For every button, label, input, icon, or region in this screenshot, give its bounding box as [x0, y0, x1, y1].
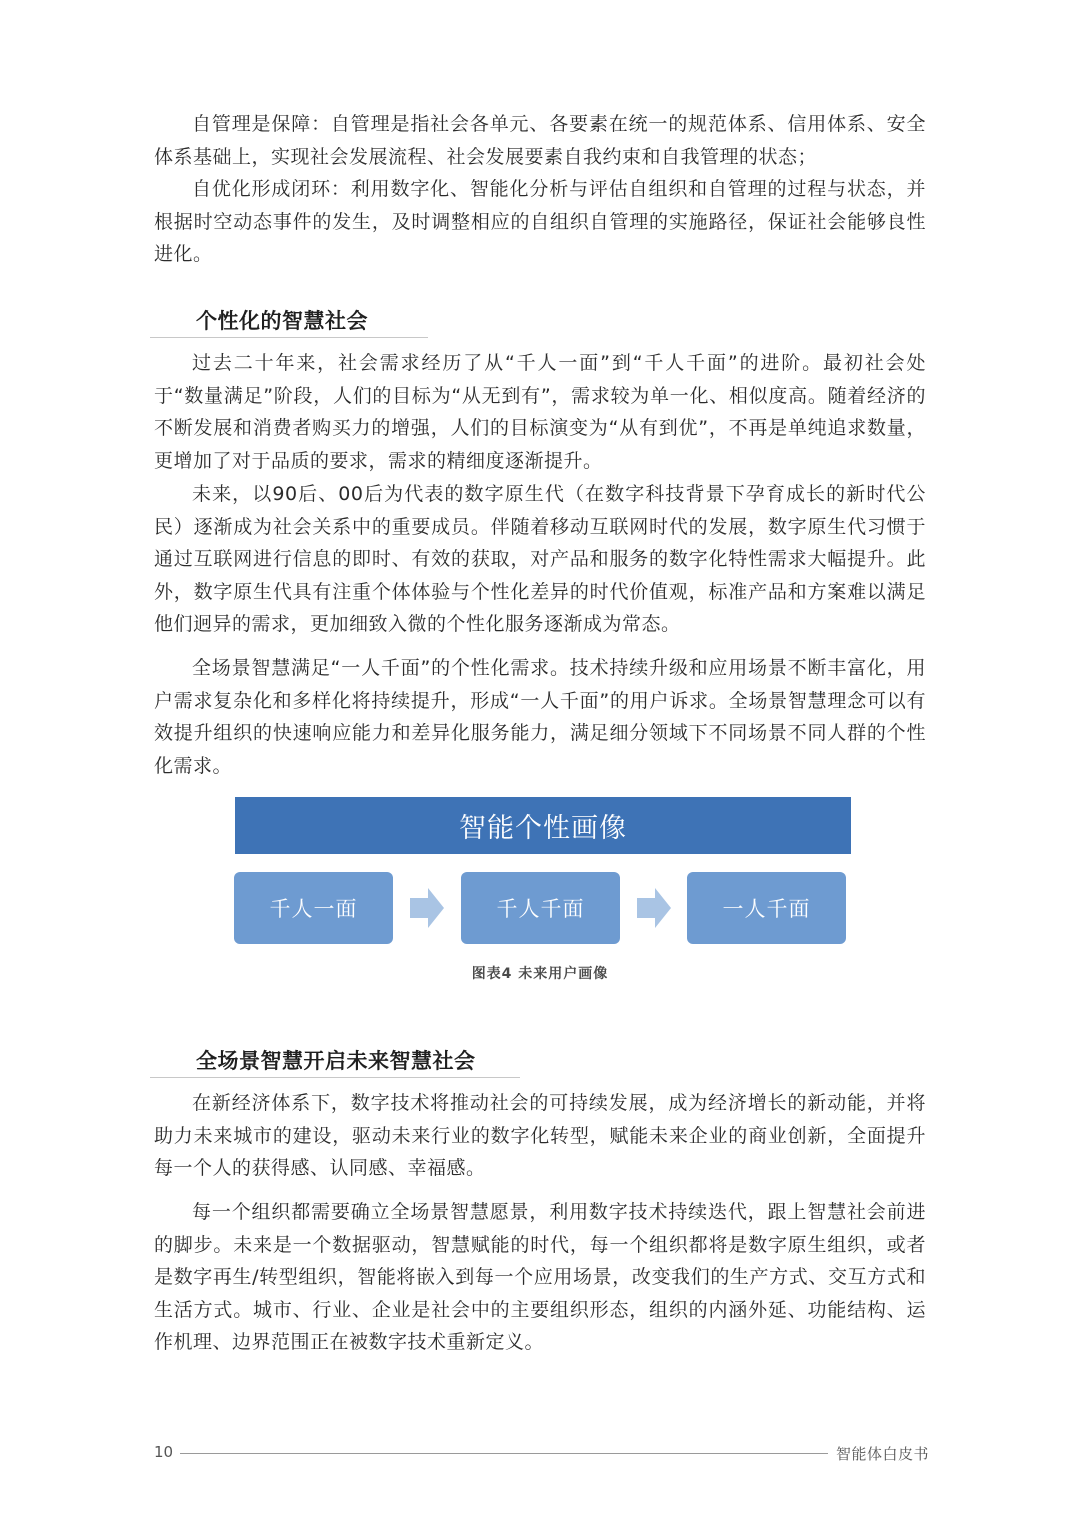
- section-heading-full-scenario: 全场景智慧开启未来智慧社会: [196, 1049, 476, 1073]
- document-title: 智能体白皮书: [836, 1445, 930, 1463]
- paragraph-demand-evolution: 过去二十年来，社会需求经历了从“千人一面”到“千人千面”的进阶。最初社会处于“数量满足”阶段，人们的目标为“从无到有”，需求较为单一化、相似度高。随着经济的不断发展和消费者购买力的增强，人们的目标演变为“从有到优”，不再是单纯追求数量，更增加了对于品质的要求，需求的精细度逐渐提升。: [154, 352, 926, 472]
- diagram-stage-2: 千人千面: [461, 872, 620, 944]
- heading-underline: [150, 337, 428, 338]
- paragraph-one-person-many-faces: 全场景智慧满足“一人千面”的个性化需求。技术持续升级和应用场景不断丰富化，用户需求复杂化和多样化将持续提升，形成“一人千面”的用户诉求。全场景智慧理念可以有效提升组织的快速响应能力和差异化服务能力，满足细分领域下不同场景不同人群的个性化需求。: [154, 657, 926, 777]
- paragraph-self-management: 自管理是保障：自管理是指社会各单元、各要素在统一的规范体系、信用体系、安全体系基础上，实现社会发展流程、社会发展要素自我约束和自我管理的状态；: [154, 113, 926, 168]
- diagram-stage-1: 千人一面: [234, 872, 393, 944]
- page-number: 10: [154, 1443, 174, 1461]
- paragraph-organizations: 每一个组织都需要确立全场景智慧愿景，利用数字技术持续迭代，跟上智慧社会前进的脚步。未来是一个数据驱动，智慧赋能的时代，每一个组织都将是数字原生组织，或者是数字再生/转型组织，智能将嵌入到每一个应用场景，改变我们的生产方式、交互方式和生活方式。城市、行业、企业是社会中的主要组织形态，组织的内涵外延、功能结构、运作机理、边界范围正在被数字技术重新定义。: [154, 1201, 926, 1354]
- paragraph-self-optimization: 自优化形成闭环：利用数字化、智能化分析与评估自组织和自管理的过程与状态，并根据时空动态事件的发生，及时调整相应的自组织自管理的实施路径，保证社会能够良性进化。: [154, 178, 926, 266]
- section-heading-personalized: 个性化的智慧社会: [196, 309, 368, 333]
- arrow-right-icon: [410, 888, 444, 928]
- heading-underline: [150, 1077, 520, 1078]
- diagram-stage-3: 一人千面: [687, 872, 846, 944]
- footer-divider: [180, 1453, 828, 1454]
- arrow-right-icon: [637, 888, 671, 928]
- paragraph-new-economy: 在新经济体系下，数字技术将推动社会的可持续发展，成为经济增长的新动能，并将助力未来城市的建设，驱动未来行业的数字化转型，赋能未来企业的商业创新，全面提升每一个人的获得感、认同感、幸福感。: [154, 1092, 926, 1180]
- paragraph-digital-natives: 未来，以90后、00后为代表的数字原生代（在数字科技背景下孕育成长的新时代公民）逐渐成为社会关系中的重要成员。伴随着移动互联网时代的发展，数字原生代习惯于通过互联网进行信息的即时、有效的获取，对产品和服务的数字化特性需求大幅提升。此外，数字原生代具有注重个体体验与个性化差异的时代价值观，标准产品和方案难以满足他们迥异的需求，更加细致入微的个性化服务逐渐成为常态。: [154, 483, 926, 636]
- diagram-title-bar: 智能个性画像: [235, 797, 851, 854]
- figure-caption: 图表4 未来用户画像: [471, 966, 609, 982]
